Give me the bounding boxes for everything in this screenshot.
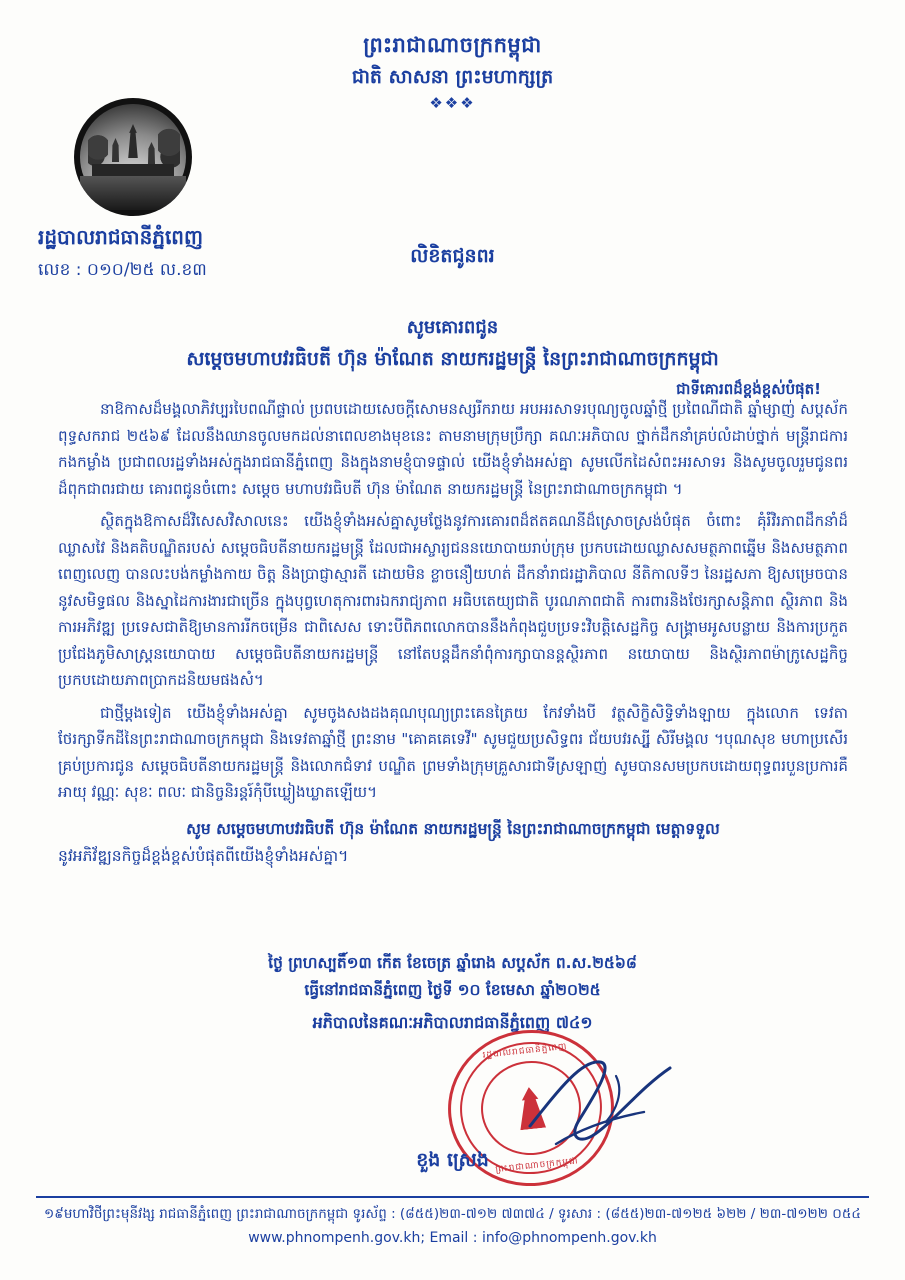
date-block: [0, 950, 905, 1004]
body-paragraph-2: ស្ថិតក្នុងឱកាសដ៏វិសេសវិសាលនេះ យើងខ្ញុំទាំងអស់គ្នាសូមថ្លែងនូវការគោរពដ៏ឥតគណនីដ៏ស្រោចស្រង់បំផុត ចំពោះ គុំរំវិរភាពដឹកនាំដ៏ឈ្លាសវៃ និងគតិបណ្ឌិតរបស់ សម្តេចធិបតីនាយករដ្ឋមន្ត្រី ដែលជាអស្ចារ្យជននយោបាយរាប់ក្រុម ប្រកបដោយឈ្លាសសមត្ថភាពឆ្នើម និងសមត្ថភាពពេញលេញ បានលះបង់កម្លាំងកាយ ចិត្ត និងប្រាជ្ញាស្មារតី ដោយមិន ខ្លាចនឿយហត់ ដឹកនាំរាជរដ្ឋាភិបាល នីតិកាលទីៗ នៃរដ្ឋសភា ឱ្យសម្រេចបាននូវសមិទ្ធផល និងស្នាដៃការងារជាច្រើន ក្នុងបុព្វហេតុការពារឯករាជ្យភាព អធិបតេយ្យជាតិ បូរណភាពជាតិ ការពារនិងថែរក្សាសន្តិភាព ស្ថិរភាព និងការអភិវឌ្ឍ ប្រទេសជាតិឱ្យមានការរីកចម្រើន ជាពិសេស ទោះបីពិភពលោកបាននឹងកំពុងជួបប្រទះវិបត្តិសេដ្ឋកិច្ច សង្គ្រាមអូសបន្លាយ និងការប្រកួតប្រជែងភូមិសាស្ត្រនយោបាយ សម្តេចធិបតីនាយករដ្ឋមន្ត្រី នៅតែបន្តដឹកនាំពុំការក្សាបានន្តស្ថិរភាព នយោបាយ និងស្ថិរភាពម៉ាក្រូសេដ្ឋកិច្ច ប្រកបដោយភាពប្រាកដនិយមផងសំ។: [58, 512, 848, 689]
salutation-honorific: ជាទីគោរពដ៏ខ្ពង់ខ្ពស់បំផុត!: [676, 380, 821, 399]
document-number: លេខ : ០១០/២៥ ល.ខ៣: [38, 260, 207, 280]
document-footer: [0, 1202, 905, 1250]
kingdom-title-line1: ព្រះរាជាណាចក្រកម្ពុជា: [363, 33, 542, 57]
signer-code: ៧៤១: [555, 1013, 593, 1032]
closing-line-1: សូម សម្តេចមហាបវរធិបតី ហ៊ុន ម៉ាណែត នាយករដ្ឋមន្ត្រី នៃព្រះរាជាណាចក្រកម្ពុជា មេត្តាទទួល: [186, 819, 720, 838]
phnom-penh-emblem-icon: [74, 98, 192, 216]
date-gregorian: ធ្វើនៅរាជធានីភ្នំពេញ ថ្ងៃទី ១០ ខែមេសា ឆ្នាំ២០២៥: [304, 981, 601, 999]
document-body: [58, 396, 848, 870]
office-name: រដ្ឋបាលរាជធានីភ្នំពេញ: [38, 225, 204, 249]
signer-title: អភិបាលនៃគណៈអភិបាលរាជធានីភ្នំពេញ: [312, 1013, 551, 1032]
footer-divider: [36, 1196, 869, 1198]
footer-address: ១៩មហាវិថីព្រះមុនីវង្ស រាជធានីភ្នំពេញ ព្រះរាជាណាចក្រកម្ពុជា ទូរស័ព្ទ : (៨៥៥)២៣-៧១២ ៧៣៧៤ / ទូរសារ : (៨៥៥)២៣-៧១២៥ ៦២២ / ២៣-៧១២២ ០៥៤: [44, 1206, 861, 1222]
salutation-block: [0, 314, 905, 403]
closing-line-2: នូវអភិវ័ឌ្ឍនកិច្ចដ៏ខ្ពង់ខ្ពស់បំផុតពីយើងខ្ញុំទាំងអស់គ្នា។: [58, 846, 349, 865]
signer-title-row: [0, 1012, 905, 1036]
kingdom-motto-line: ជាតិ សាសនា ព្រះមហាក្សត្រ: [351, 65, 554, 88]
date-lunar: ថ្ងៃ ព្រហស្បតិ៍១៣ កើត ខែចេត្រ ឆ្នាំរោង សប្ដស័ក ព.ស.២៥៦៨: [268, 954, 637, 972]
ornament-divider-icon: ❖❖❖: [429, 93, 476, 112]
salutation-addressee: សម្តេចមហាបវរធិបតី ហ៊ុន ម៉ាណែត នាយករដ្ឋមន្ត្រី នៃព្រះរាជាណាចក្រកម្ពុជា: [186, 347, 719, 370]
seal-text-top: រដ្ឋបាលរាជធានីភ្នំពេញ: [482, 1041, 568, 1061]
footer-website-email: www.phnompenh.gov.kh; Email : info@phnompenh.gov.kh: [248, 1230, 657, 1246]
salutation-respect: សូមគោរពជូន: [406, 317, 499, 338]
seal-text-bottom: ព្រះរាជាណាចក្រកម្ពុជា: [494, 1156, 580, 1176]
body-paragraph-3: ជាថ្មីម្ដងទៀត យើងខ្ញុំទាំងអស់គ្នា សូមចូងសងដងគុណបុណ្យព្រះគេនត្រៃយ កែវទាំងបី វត្ថសិក្ខិសិទ្ធិទាំងឡាយ ក្នុងលោក ទេវតាថែរក្សាទីកដីនៃព្រះរាជាណាចក្រកម្ពុជា និងទេវតាឆ្នាំថ្មី ព្រះនាម "គោគគេទេវី" សូមជួយប្រសិទ្ធពរ ជ័យបវរស្ស្ដី សិរីមង្គល ។បុណសុខ មហាប្រសើរគ្រប់ប្រការជូន សម្តេចធិបតីនាយករដ្ឋមន្ត្រី និងលោកជំទាវ បណ្ឌិត ព្រមទាំងក្រុមគ្រួសារជាទីស្រឡាញ់ សូមបានសមប្រកបដោយពុទ្ធពរបួនប្រការគឺ អាយុ វណ្ណៈ សុខៈ ពលៈ ជានិច្ចនិរន្ដរ៍កុំបីឃ្លៀងឃ្លាតឡើយ។: [58, 703, 848, 801]
closing-block: [58, 816, 848, 870]
body-paragraph-1: នាឱកាសដ៏មង្គលាភិវប្បរបៃពណីផ្ទាល់ ប្រពបដោយសេចក្ដីសោមនស្សរីករាយ អបអរសាទរបុណ្យចូលឆ្នាំថ្មី ប្រពៃណីជាតិ ឆ្នាំម្សាញ់ សប្ដស័ក ពុទ្ធសករាជ ២៥៦៩ ដែលនឹងឈានចូលមកដល់នាពេលខាងមុខនេះ តាមនាមក្រុមប្រឹក្សា គណៈអភិបាល ថ្នាក់ដឹកនាំគ្រប់លំដាប់ថ្នាក់ មន្ត្រីរាជការ កងកម្លាំង ប្រជាពលរដ្ឋទាំងអស់ក្នុងរាជធានីភ្នំពេញ និងក្នុងនាមខ្ញុំបាទផ្ទាល់ យើងខ្ញុំទាំងអស់គ្នា សូមលើកដៃសំពះអរសាទរ និងសូមចូលរួមជូនពរដ៏ពុកជាពរជាយ គោរពជូនចំពោះ សម្តេច មហាបវរធិបតី ហ៊ុន ម៉ាណែត នាយករដ្ឋមន្ត្រី នៃព្រះរាជាណាចក្រកម្ពុជា ។: [58, 400, 848, 498]
signer-name: ខួង ស្រេង: [416, 1149, 489, 1171]
page-title: លិខិតជូនពរ: [410, 245, 495, 267]
